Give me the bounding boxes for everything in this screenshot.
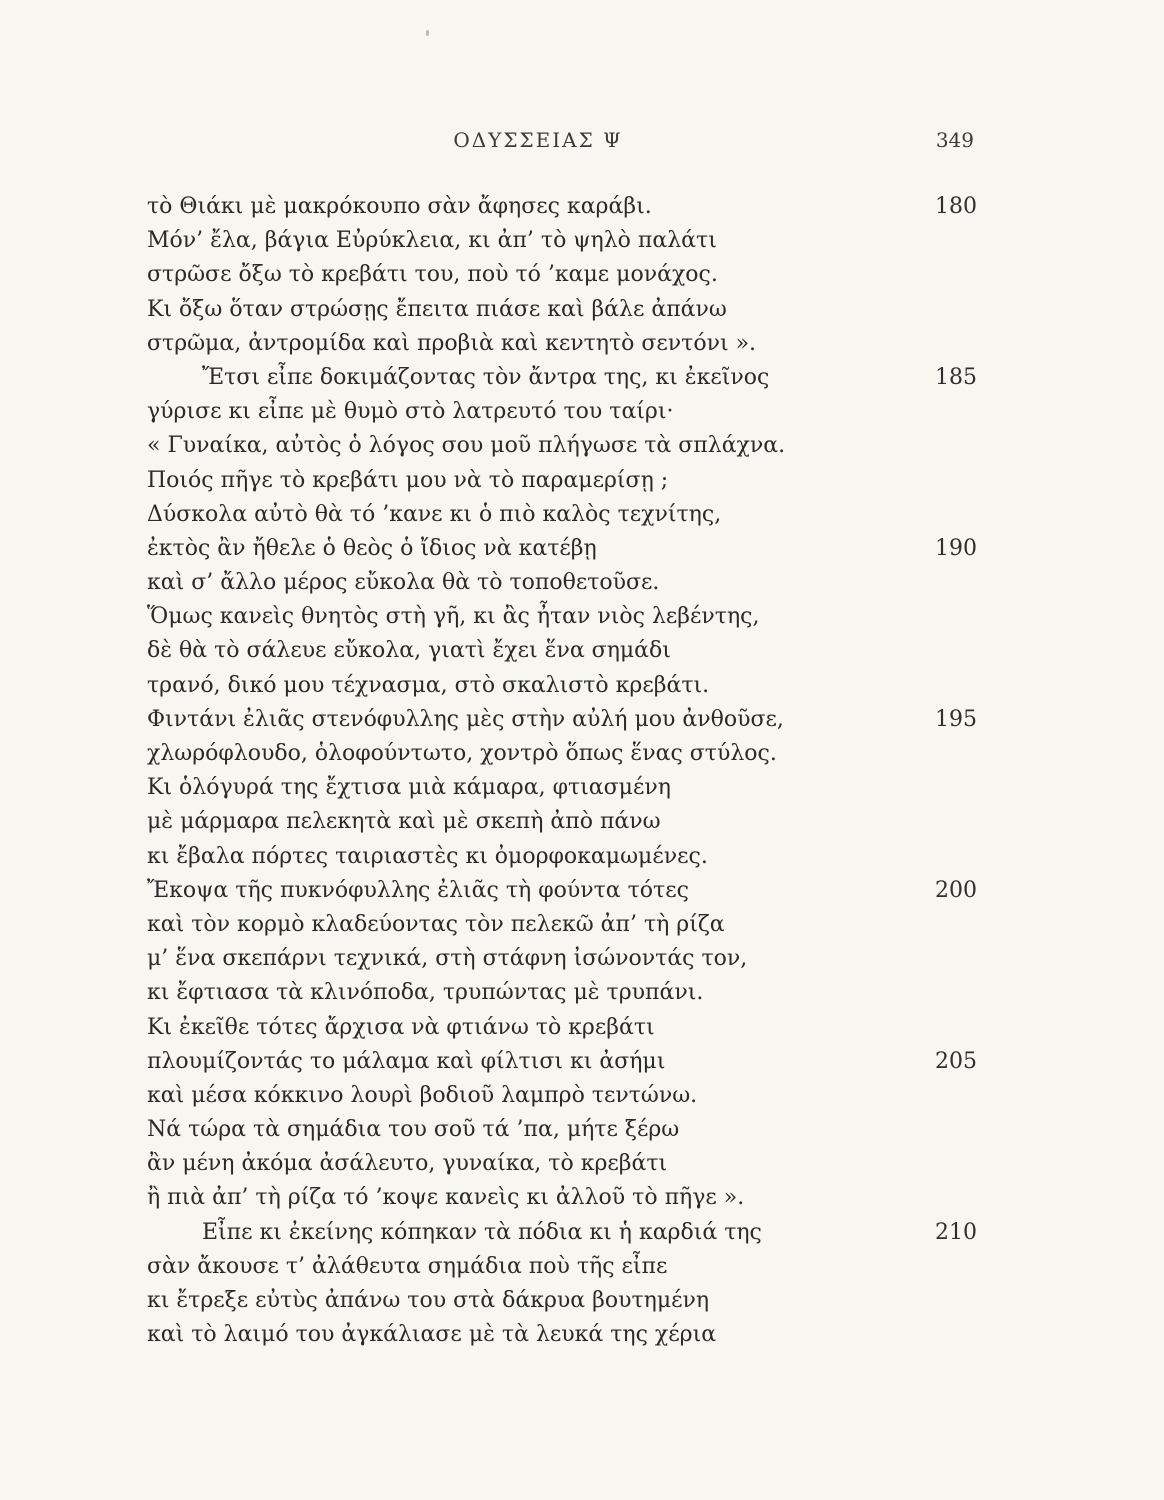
verse-text: δὲ θὰ τὸ σάλευε εὔκολα, γιατὶ ἔχει ἕνα σημάδι [147, 638, 671, 664]
verse-line [147, 566, 977, 600]
verse-text: τρανό, δικό μου τέχνασμα, στὸ σκαλιστὸ κρεβάτι. [147, 672, 710, 698]
verse-line [147, 1113, 977, 1147]
verse-line [147, 805, 977, 839]
verse-line [147, 1011, 977, 1045]
verse-line [147, 190, 977, 224]
verse-line [147, 224, 977, 258]
verse-line [147, 942, 977, 976]
verse-line [147, 498, 977, 532]
verse-text: Κι ὄξω ὅταν στρώσῃς ἔπειτα πιάσε καὶ βάλε ἀπάνω [147, 296, 727, 322]
verse-line [147, 1079, 977, 1113]
verse-text: σὰν ἄκουσε τ’ ἀλάθευτα σημάδια ποὺ τῆς εἶπε [147, 1253, 668, 1279]
verse-text: Ἔτσι εἶπε δοκιμάζοντας τὸν ἄντρα της, κι ἐκεῖνος [202, 364, 770, 390]
verse-line [147, 293, 977, 327]
page-number: 349 [935, 128, 974, 152]
verse-text: Δύσκολα αὐτὸ θὰ τό ’κανε κι ὁ πιὸ καλὸς τεχνίτης, [147, 501, 722, 527]
verse-line [147, 703, 977, 737]
verse-block [147, 190, 977, 1352]
verse-text: Ποιός πῆγε τὸ κρεβάτι μου νὰ τὸ παραμερίσῃ ; [147, 467, 669, 493]
verse-line [147, 840, 977, 874]
verse-number: 210 [935, 1219, 977, 1245]
verse-line [147, 429, 977, 463]
verse-text: κι ἔφτιασα τὰ κλινόποδα, τρυπώντας μὲ τρυπάνι. [147, 980, 704, 1006]
verse-line [147, 464, 977, 498]
verse-text: Ὅμως κανεὶς θνητὸς στὴ γῆ, κι ἂς ἦταν νιὸς λεβέντης, [147, 604, 760, 630]
verse-line [147, 1216, 977, 1250]
verse-line [147, 976, 977, 1010]
verse-text: χλωρόφλουδο, ὁλοφούντωτο, χοντρὸ ὅπως ἕνας στύλος. [147, 741, 777, 766]
verse-text: τὸ Θιάκι μὲ μακρόκουπο σὰν ἄφησες καράβι. [147, 194, 652, 219]
verse-text: μ’ ἕνα σκεπάρνι τεχνικά, στὴ στάφνη ἰσώνοντάς τον, [147, 946, 748, 972]
running-title: ΟΔΥΣΣΕΙΑΣ Ψ [453, 128, 623, 152]
verse-text: κι ἔτρεξε εὐτὺς ἀπάνω του στὰ δάκρυα βουτημένη [147, 1288, 710, 1313]
verse-text: καὶ σ’ ἄλλο μέρος εὔκολα θὰ τὸ τοποθετοῦσε. [147, 570, 660, 596]
verse-line [147, 1318, 977, 1352]
paper-speck [426, 30, 429, 36]
verse-text: καὶ τὸν κορμὸ κλαδεύοντας τὸν πελεκῶ ἀπ’ τὴ ρίζα [147, 911, 725, 937]
verse-text: ἂν μένη ἀκόμα ἀσάλευτο, γυναίκα, τὸ κρεβάτι [147, 1151, 668, 1177]
verse-text: πλουμίζοντάς το μάλαμα καὶ φίλτισι κι ἀσήμι [147, 1048, 666, 1074]
verse-line [147, 737, 977, 771]
verse-text: κι ἔβαλα πόρτες ταιριαστὲς κι ὀμορφοκαμωμένες. [147, 843, 708, 869]
verse-number: 195 [935, 706, 977, 732]
verse-text: καὶ μέσα κόκκινο λουρὶ βοδιοῦ λαμπρὸ τεντώνω. [147, 1082, 698, 1108]
verse-line [147, 1284, 977, 1318]
verse-line [147, 1045, 977, 1079]
verse-text: στρῶσε ὄξω τὸ κρεβάτι του, ποὺ τό ’καμε μονάχος. [147, 262, 718, 288]
verse-text: Κι ὁλόγυρά της ἔχτισα μιὰ κάμαρα, φτιασμένη [147, 775, 671, 801]
verse-text: Εἶπε κι ἐκείνης κόπηκαν τὰ πόδια κι ἡ καρδιά της [202, 1219, 762, 1245]
verse-line [147, 1147, 977, 1181]
verse-line [147, 532, 977, 566]
verse-text: Φιντάνι ἐλιᾶς στενόφυλλης μὲς στὴν αὐλή μου ἀνθοῦσε, [147, 706, 784, 732]
verse-text: στρῶμα, ἀντρομίδα καὶ προβιὰ καὶ κεντητὸ σεντόνι ». [147, 330, 757, 356]
verse-text: « Γυναίκα, αὐτὸς ὁ λόγος σου μοῦ πλήγωσε τὰ σπλάχνα. [147, 433, 786, 459]
verse-line [147, 771, 977, 805]
verse-text: μὲ μάρμαρα πελεκητὰ καὶ μὲ σκεπὴ ἀπὸ πάνω [147, 809, 661, 835]
verse-line [147, 669, 977, 703]
verse-text: Μόν’ ἔλα, βάγια Εὐρύκλεια, κι ἀπ’ τὸ ψηλὸ παλάτι [147, 228, 717, 254]
verse-number: 190 [935, 535, 977, 561]
verse-line [147, 327, 977, 361]
verse-text: ἐκτὸς ἂν ἤθελε ὁ θεὸς ὁ ἴδιος νὰ κατέβῃ [147, 535, 597, 561]
verse-line [147, 361, 977, 395]
running-head [0, 128, 1164, 158]
verse-line [147, 395, 977, 429]
verse-number: 180 [935, 194, 977, 219]
verse-line [147, 634, 977, 668]
verse-text: ἢ πιὰ ἀπ’ τὴ ρίζα τό ’κοψε κανεὶς κι ἀλλοῦ τὸ πῆγε ». [147, 1185, 745, 1211]
verse-number: 185 [935, 364, 977, 390]
verse-line [147, 908, 977, 942]
verse-line [147, 1181, 977, 1215]
verse-line [147, 1250, 977, 1284]
verse-line [147, 874, 977, 908]
verse-text: Κι ἐκεῖθε τότες ἄρχισα νὰ φτιάνω τὸ κρεβάτι [147, 1014, 655, 1040]
verse-number: 205 [935, 1048, 977, 1074]
verse-text: Νά τώρα τὰ σημάδια του σοῦ τά ’πα, μήτε ξέρω [147, 1117, 680, 1143]
verse-number: 200 [935, 877, 977, 903]
verse-line [147, 600, 977, 634]
verse-text: καὶ τὸ λαιμό του ἀγκάλιασε μὲ τὰ λευκά της χέρια [147, 1322, 717, 1348]
verse-line [147, 258, 977, 292]
verse-text: Ἔκοψα τῆς πυκνόφυλλης ἐλιᾶς τὴ φούντα τότες [147, 877, 689, 903]
verse-text: γύρισε κι εἶπε μὲ θυμὸ στὸ λατρευτό του ταίρι· [147, 399, 674, 425]
